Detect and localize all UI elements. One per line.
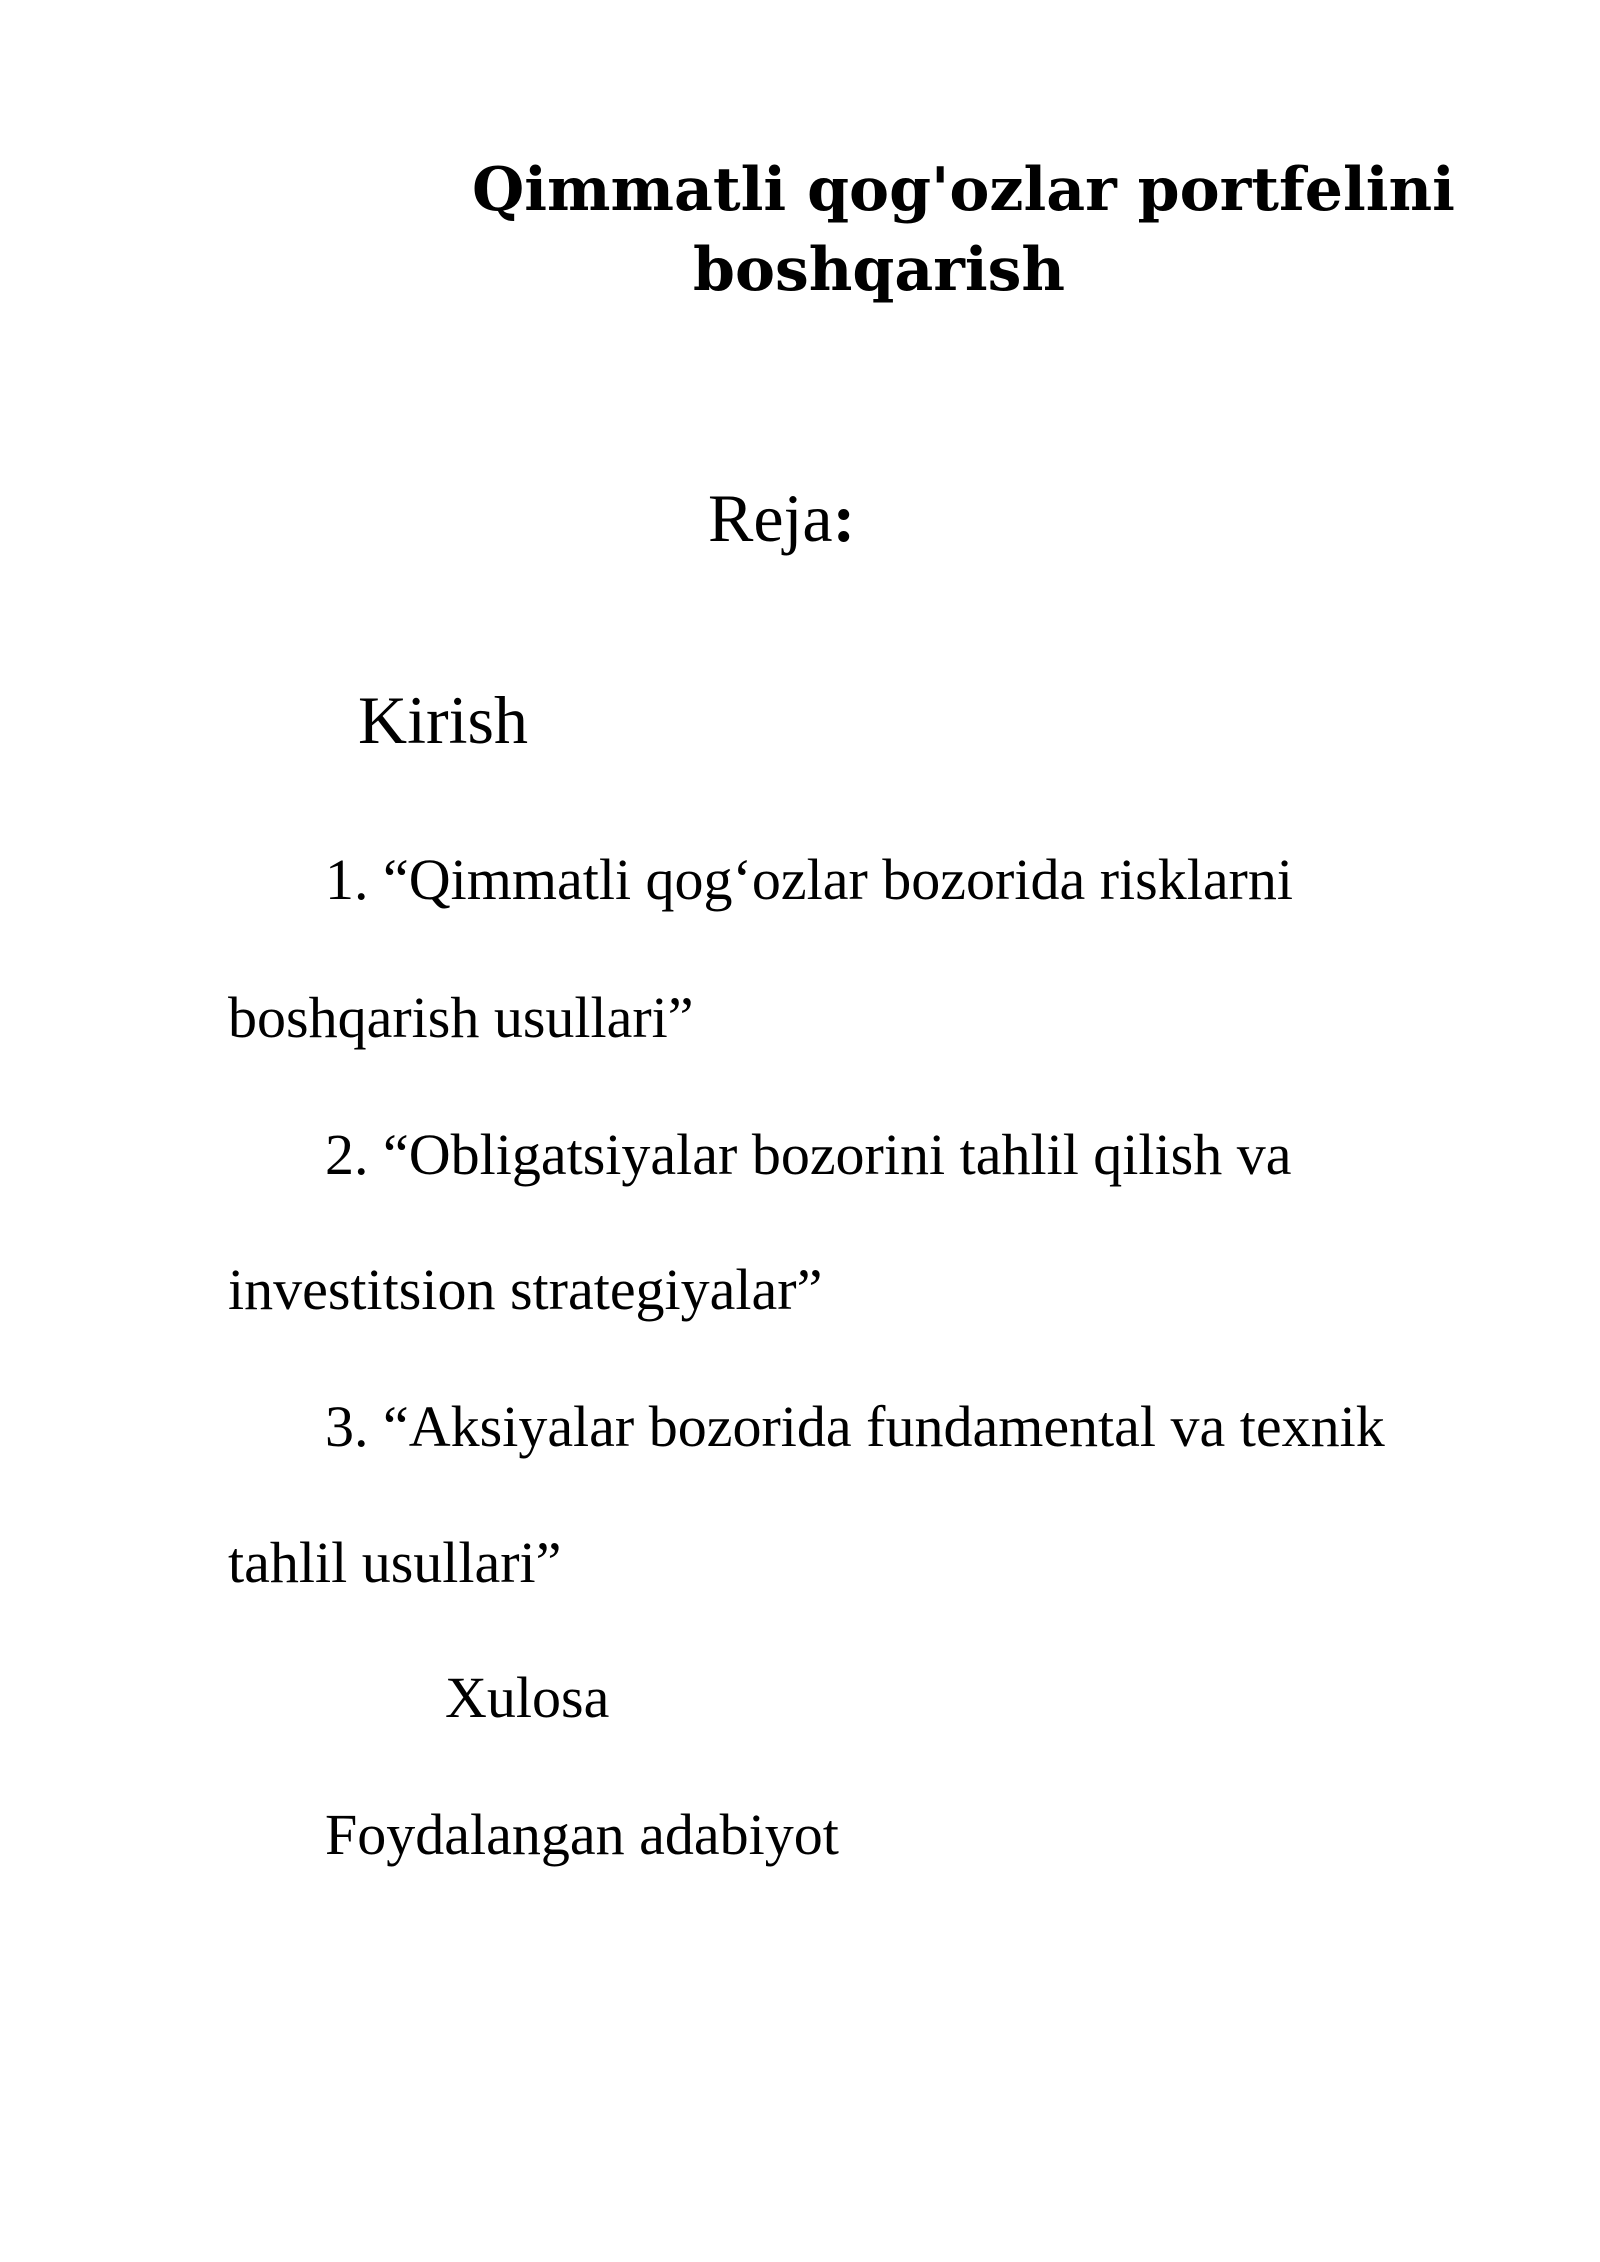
plan-item-2-line-2: investitsion strategiyalar” [228,1257,823,1322]
plan-item-3-line-1: 3. “Aksiyalar bozorida fundamental va texnik [325,1394,1385,1459]
conclusion-heading: Xulosa [445,1665,610,1730]
plan-heading [708,478,855,558]
plan-colon: : [832,480,856,556]
title-line-2: boshqarish [693,235,1066,305]
title-line-1: Qimmatli qog'ozlar portfelini [472,155,1455,225]
plan-item-2-line-1: 2. “Obligatsiyalar bozorini tahlil qilish va [325,1122,1292,1187]
references-heading: Foydalangan adabiyot [325,1802,839,1867]
plan-label: Reja [708,480,833,556]
plan-item-1-line-1: 1. “Qimmatli qog‘ozlar bozorida risklarni [325,847,1293,912]
plan-item-1-line-2: boshqarish usullari” [228,985,694,1050]
intro-heading: Kirish [358,682,528,758]
plan-item-3-line-2: tahlil usullari” [228,1530,562,1595]
